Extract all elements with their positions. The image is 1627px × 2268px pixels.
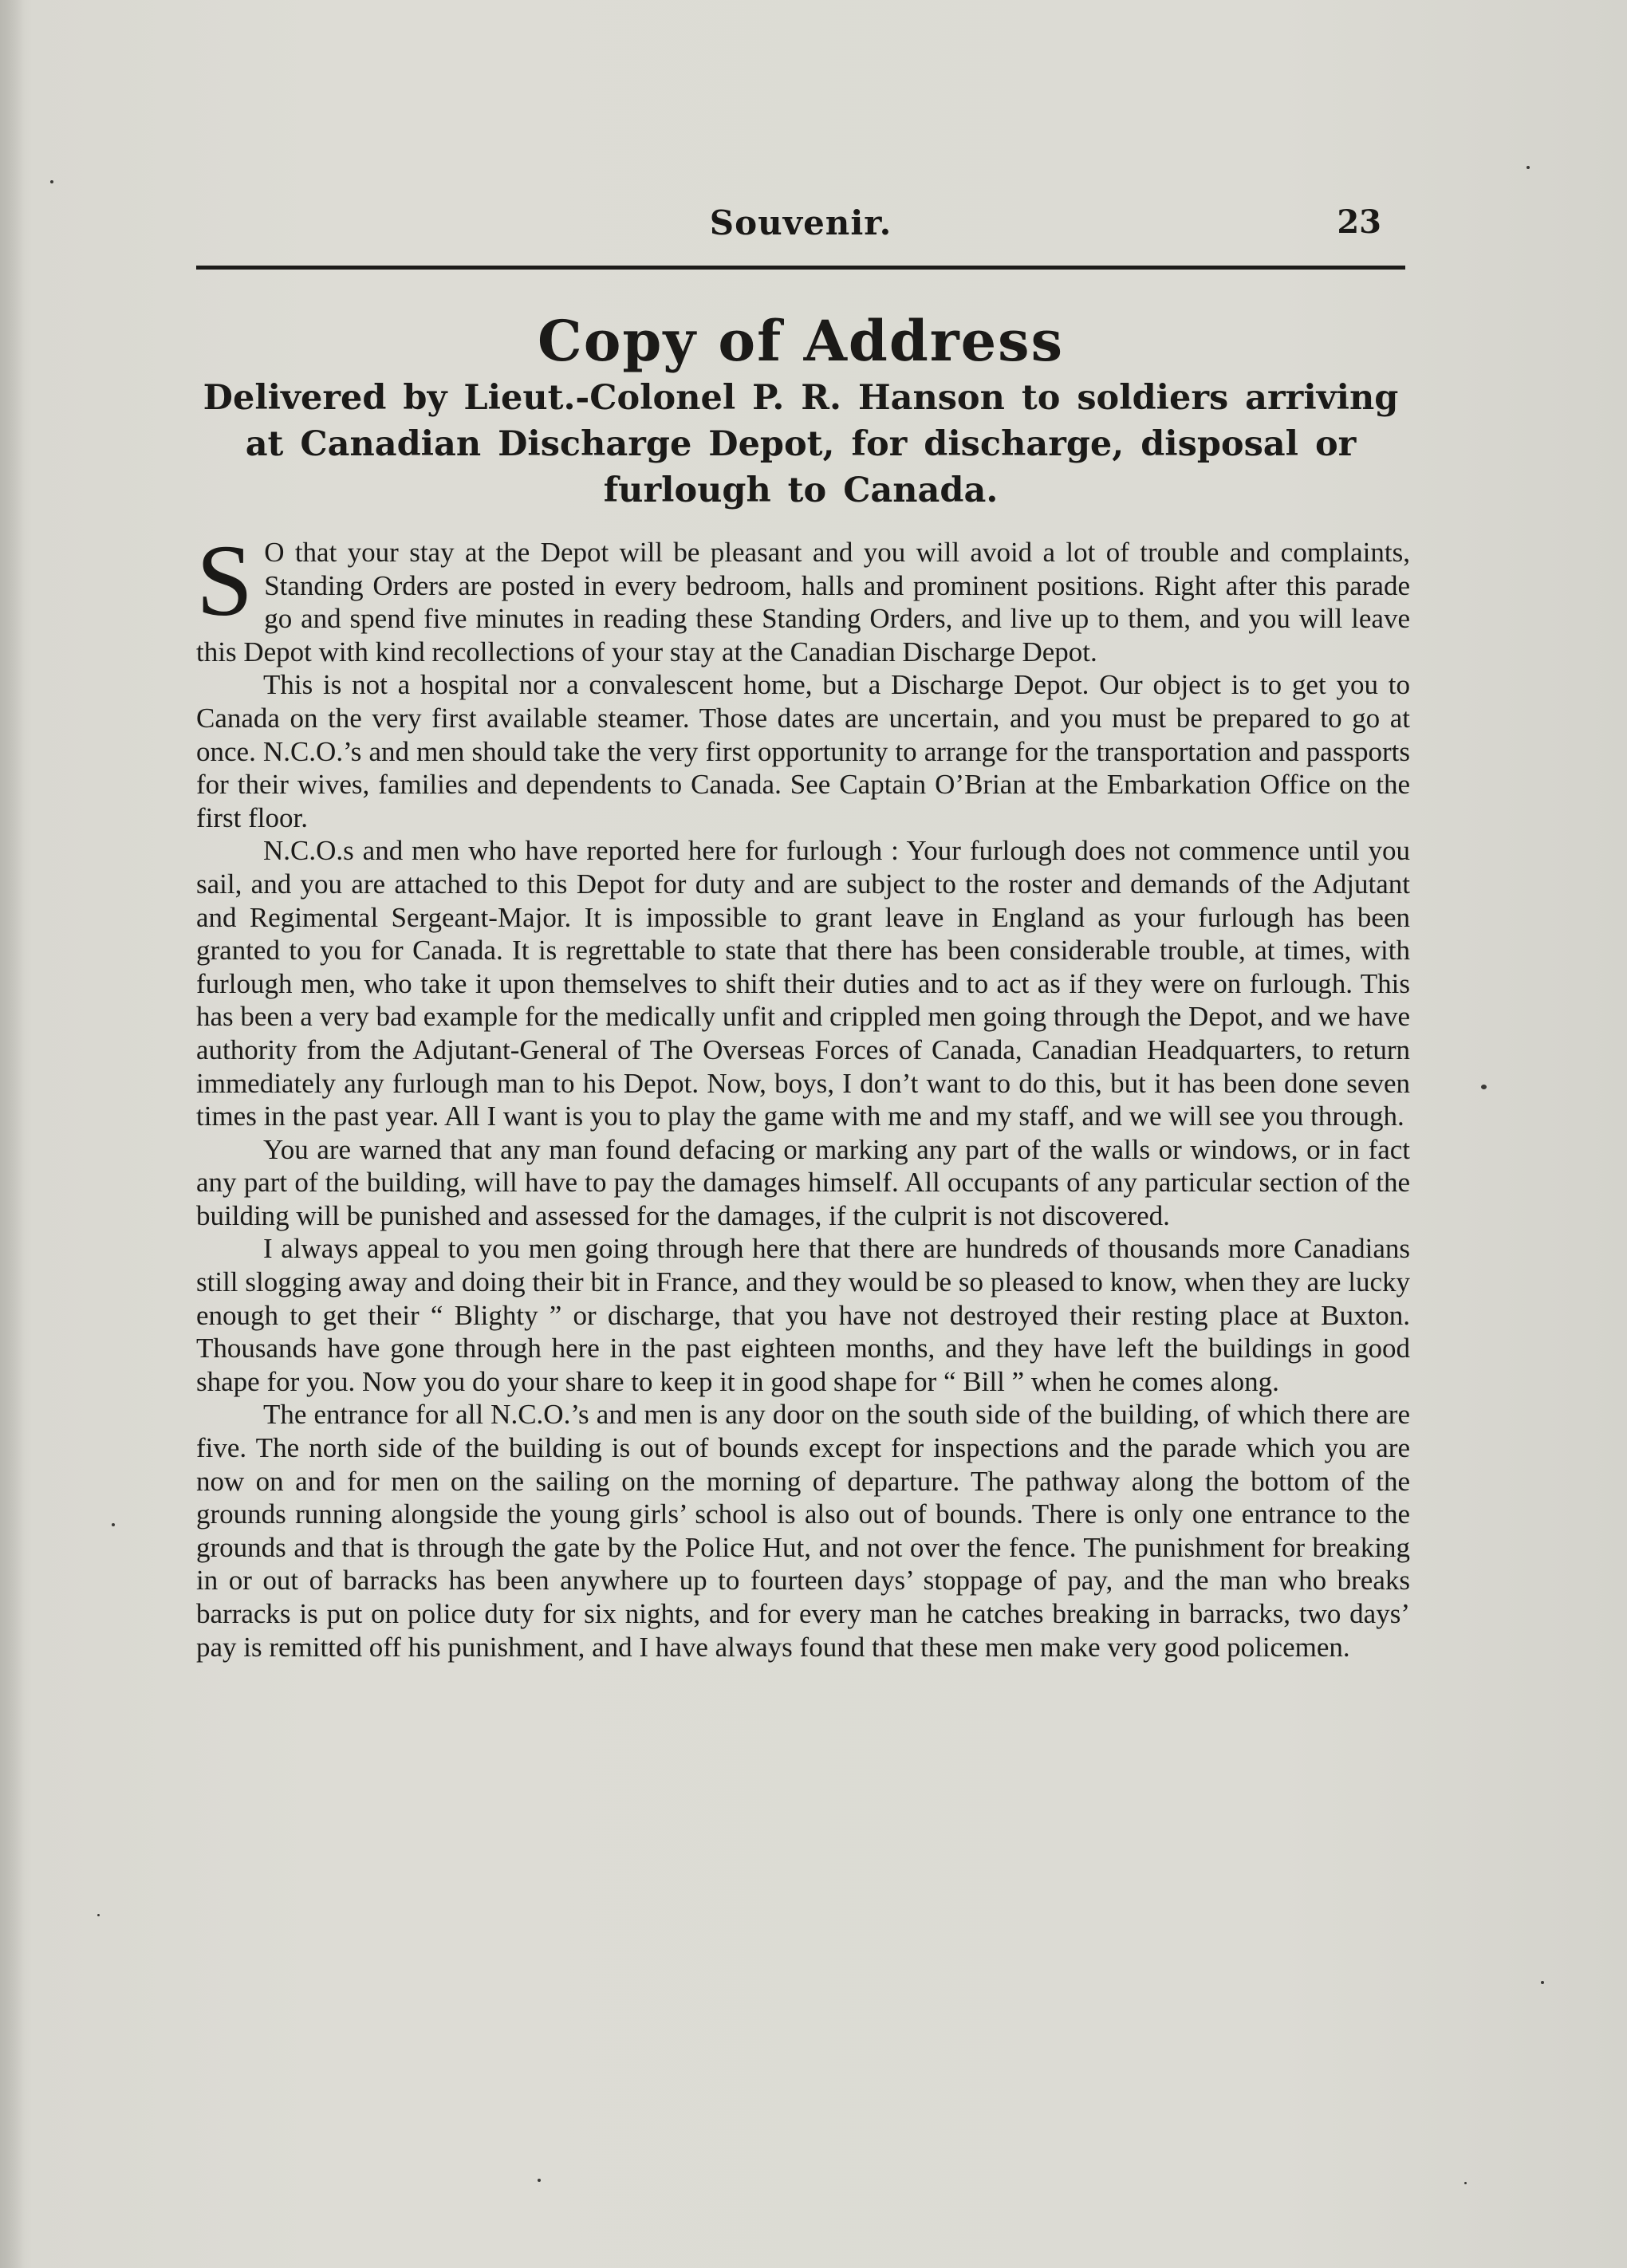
paragraph-1-text: O that your stay at the Depot will be pleasant and you will avoid a lot of trouble and complaints, Standing Orders are posted in every bedroom, halls and prominent positions. Right after this parade go and spend five minutes in reading these Standing Orders, and live up to them, and you will leave this Depot with kind recollections of your stay at the Canadian Discharge Depot. — [196, 537, 1410, 667]
paragraph-2: This is not a hospital nor a convalescent home, but a Discharge Depot. Our object is to get you to Canada on the very first available steamer. Those dates are uncertain, and you must be prepared to go at once. N.C.O.’s and men should take the very first opportunity to arrange for the transportation and passports for their wives, families and dependents to Canada. See Captain O’Brian at the Embarkation Office on the first floor. — [196, 669, 1410, 833]
paragraph-4: You are warned that any man found defacing or marking any part of the walls or windows, or in fact any part of the building, will have to pay the damages himself. All occupants of any particular section of the building will be punished and assessed for the damages, if the culprit is not discovered. — [196, 1133, 1410, 1231]
paragraph-1 — [196, 524, 1410, 668]
paper-speck — [97, 1914, 100, 1916]
address-body — [196, 524, 1410, 1664]
page-subtitle: Delivered by Lieut.-Colonel P. R. Hanson to soldiers arriving at Canadian Discharge Depot, for discharge, disposal or furlough to Canada. — [203, 378, 1399, 510]
header-rule — [196, 266, 1405, 270]
paper-speck — [1527, 166, 1530, 169]
paper-speck — [1541, 1981, 1544, 1984]
page-number: 23 — [1337, 203, 1381, 241]
running-title: Souvenir. — [709, 203, 892, 242]
gutter-shadow — [0, 0, 24, 2268]
paper-speck — [538, 2179, 541, 2182]
paper-speck — [112, 1523, 115, 1526]
paper-speck — [50, 180, 53, 183]
running-head — [196, 203, 1405, 259]
paper-speck — [1481, 1085, 1487, 1089]
paragraph-6: The entrance for all N.C.O.’s and men is any door on the south side of the building, of which there are five. The north side of the building is out of bounds except for inspections and the parade which you are now on and for men on the sailing on the morning of departure. The pathway along the bottom of the grounds running alongside the young girls’ school is also out of bounds. There is only one entrance to the grounds and that is through the gate by the Police Hut, and not over the fence. The punishment for breaking in or out of barracks has been anywhere up to fourteen days’ stoppage of pay, and the man who breaks barracks is put on police duty for six nights, and for every man he catches breaking in barracks, two days’ pay is remitted off his punishment, and I have always found that these men make very good policemen. — [196, 1399, 1410, 1663]
paragraph-5: I always appeal to you men going through here that there are hundreds of thousands more Canadians still slogging away and doing their bit in France, and they would be so pleased to know, when they are lucky enough to get their “ Blighty ” or discharge, that you have not destroyed their resting place at Buxton. Thousands have gone through here in the past eighteen months, and they have left the buildings in good shape for you. Now you do your share to keep it in good shape for “ Bill ” when he comes along. — [196, 1233, 1410, 1397]
paragraph-3: N.C.O.s and men who have reported here for furlough : Your furlough does not commence until you sail, and you are attached to this Depot for duty and are subject to the roster and demands of the Adjutant and Regimental Sergeant-Major. It is impossible to grant leave in England as your furlough has been granted to you for Canada. It is regrettable to state that there has been considerable trouble, at times, with furlough men, who take it upon themselves to shift their duties and to act as if they were on furlough. This has been a very bad example for the medically unfit and crippled men going through the Depot, and we have authority from the Adjutant-General of The Overseas Forces of Canada, Canadian Headquarters, to return immediately any furlough man to his Depot. Now, boys, I don’t want to do this, but it has been done seven times in the past year. All I want is you to play the game with me and my staff, and we will see you through. — [196, 835, 1410, 1132]
paper-speck — [1464, 2182, 1467, 2184]
drop-cap: S — [196, 524, 254, 637]
page-title: Copy of Address — [538, 308, 1064, 374]
